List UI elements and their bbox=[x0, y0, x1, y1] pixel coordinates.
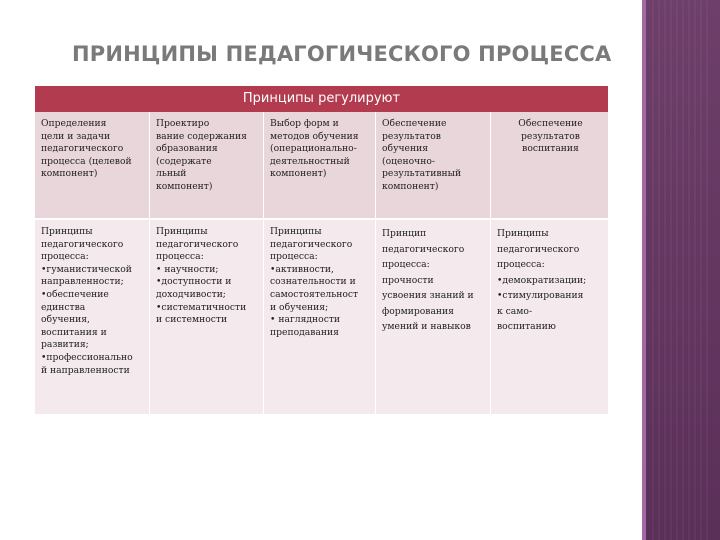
cell-line: доходчивости; bbox=[156, 288, 226, 300]
cell-line: процесса: bbox=[156, 251, 204, 263]
cell-line: •обеспечение bbox=[41, 288, 109, 300]
cell-line: умений и навыков bbox=[382, 321, 471, 332]
cell-line: процесса: bbox=[382, 259, 430, 270]
cell-line: усвоения знаний и bbox=[382, 290, 474, 301]
cell-line: воспитанию bbox=[497, 321, 556, 332]
cell-line: Обеспечение bbox=[518, 118, 583, 129]
cell-line: • наглядности bbox=[270, 314, 341, 326]
cell-durability-principle bbox=[376, 220, 491, 414]
cell-line: Проектиро bbox=[156, 118, 210, 129]
table-row-components bbox=[35, 112, 608, 218]
cell-line: преподавания bbox=[270, 326, 339, 338]
cell-line: •активности, bbox=[270, 263, 334, 275]
principles-header-table bbox=[35, 86, 608, 112]
cell-line: педагогического bbox=[41, 238, 124, 250]
cell-line: педагогического bbox=[497, 243, 580, 255]
cell-line: вание содержания bbox=[156, 130, 247, 142]
cell-line: (оценочно- bbox=[382, 155, 435, 167]
cell-line: педагогического bbox=[156, 238, 239, 250]
cell-activity-principles bbox=[264, 220, 376, 414]
cell-line: сознательности и bbox=[270, 276, 356, 288]
cell-line: и обучения; bbox=[270, 301, 329, 313]
cell-line: формирования bbox=[382, 305, 454, 317]
slide-title: ПРИНЦИПЫ ПЕДАГОГИЧЕСКОГО ПРОЦЕССА bbox=[72, 42, 612, 66]
cell-line: воспитания и bbox=[41, 326, 107, 338]
side-bar-stripe bbox=[642, 0, 646, 540]
cell-line: процесса: bbox=[41, 251, 89, 263]
cell-line: результатов bbox=[521, 130, 580, 142]
cell-humanistic-principles bbox=[35, 220, 150, 414]
cell-content-component bbox=[150, 112, 264, 218]
cell-line: й направленности bbox=[41, 364, 130, 376]
cell-upbringing-results bbox=[491, 112, 608, 218]
cell-line: •доступности и bbox=[156, 276, 232, 288]
cell-line: педагогического bbox=[270, 238, 353, 250]
cell-line: прочности bbox=[382, 274, 434, 286]
table-header: Принципы регулируют bbox=[35, 86, 608, 112]
cell-line: результативный bbox=[382, 168, 462, 180]
cell-line: Определения bbox=[41, 118, 107, 129]
cell-line: Принципы bbox=[41, 226, 93, 237]
cell-line: образования bbox=[156, 143, 218, 155]
cell-line: •стимулирования bbox=[497, 290, 584, 301]
cell-evaluative-component bbox=[376, 112, 491, 218]
cell-line: компонент) bbox=[41, 168, 98, 180]
cell-scientific-principles bbox=[150, 220, 264, 414]
cell-line: •профессионально bbox=[41, 351, 133, 363]
cell-line: Принцип bbox=[382, 228, 427, 239]
decorative-side-bar bbox=[642, 0, 720, 540]
cell-line: результатов bbox=[382, 130, 441, 142]
cell-line: к само- bbox=[497, 305, 533, 317]
cell-line: развития; bbox=[41, 339, 89, 351]
cell-line: единства bbox=[41, 301, 86, 313]
cell-line: •систематичности bbox=[156, 301, 247, 313]
cell-line: процесса: bbox=[497, 259, 545, 270]
cell-line: педагогического bbox=[382, 243, 465, 255]
cell-goal-component bbox=[35, 112, 150, 218]
cell-line: •демократизации; bbox=[497, 274, 587, 286]
cell-line: деятельностный bbox=[270, 155, 350, 167]
cell-democratization-principles bbox=[491, 220, 608, 414]
cell-line: Принципы bbox=[156, 226, 208, 237]
cell-line: процесса: bbox=[270, 251, 318, 263]
cell-line: цели и задачи bbox=[41, 130, 111, 142]
cell-line: • научности; bbox=[156, 263, 219, 275]
table-row-principles bbox=[35, 220, 608, 414]
cell-line: компонент) bbox=[156, 180, 213, 192]
cell-line: (операционально- bbox=[270, 143, 357, 155]
cell-line: воспитания bbox=[522, 143, 579, 155]
cell-line: самостоятельност bbox=[270, 288, 359, 300]
cell-line: методов обучения bbox=[270, 130, 359, 142]
cell-line: Принципы bbox=[497, 228, 549, 239]
cell-line: педагогического bbox=[41, 143, 124, 155]
principles-table bbox=[35, 112, 608, 414]
cell-line: обучения bbox=[382, 143, 429, 155]
side-bar-texture bbox=[652, 0, 712, 540]
cell-line: •гуманистической bbox=[41, 263, 132, 275]
cell-operational-component bbox=[264, 112, 376, 218]
cell-line: Обеспечение bbox=[382, 118, 447, 129]
cell-line: направленности; bbox=[41, 276, 124, 288]
cell-line: компонент) bbox=[270, 168, 327, 180]
cell-line: (содержате bbox=[156, 155, 212, 167]
cell-line: Выбор форм и bbox=[270, 118, 339, 129]
cell-line: обучения, bbox=[41, 314, 90, 326]
cell-line: льный bbox=[156, 168, 187, 180]
cell-line: компонент) bbox=[382, 180, 439, 192]
cell-line: процесса (целевой bbox=[41, 155, 132, 167]
cell-line: и системности bbox=[156, 314, 228, 326]
cell-line: Принципы bbox=[270, 226, 322, 237]
